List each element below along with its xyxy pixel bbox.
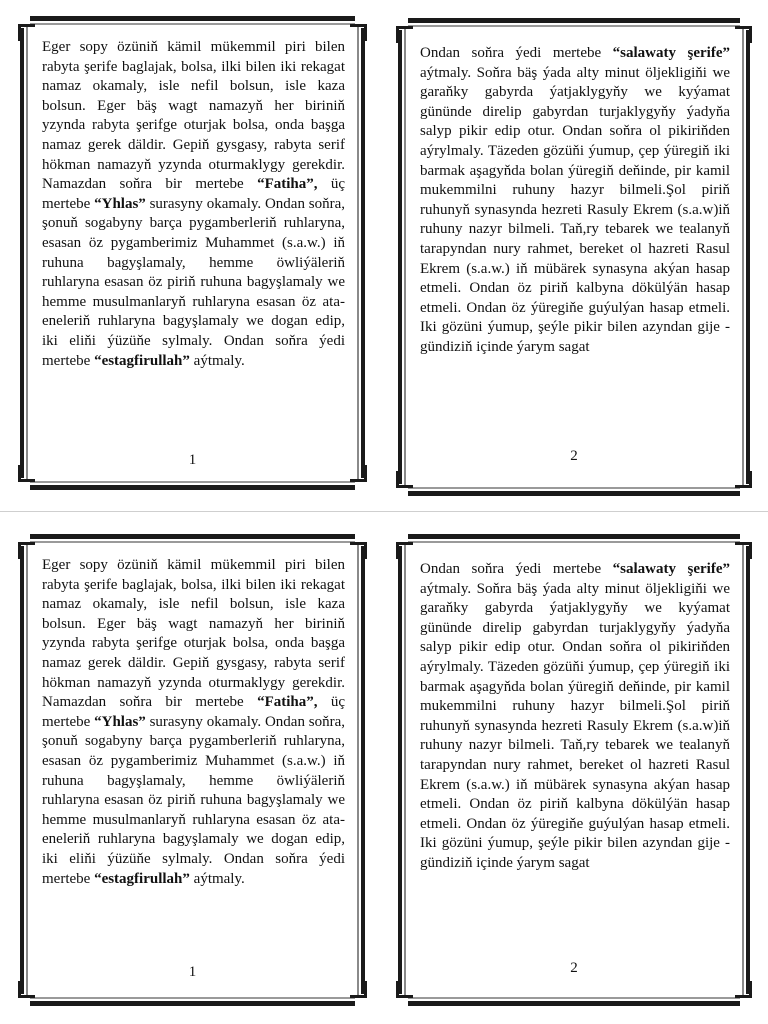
page-2-body-text: Ondan soňra ýedi mertebe “salawaty şerife” aýtmaly. Soňra bäş ýada alty minut öljekligiňi we garaňky gabyrda ýatjaklygyňy we kyýamat gününde direlip gabyrdan turjaklygyňy ýadyňa salyp pikir edip otur. Ondan soňra ol pikiriňden aýrylmaly. Täzeden gözüňi ýumup, çep ýüregiň iki barmak aşagyňda bolan ýüregiň deňinde, pir kamil mukemmilni ruhuny hazyr bilmeli.Şol piriň ruhunyň synasynda hezreti Rasuly Ekrem (s.a.w)iň ruhuny nazyr bilmeli. Taň,ry tebarek we tealanyň tarapyndan nury rahmet, bereket ol hazreti Rasul Ekrem (s.a.w.) iň mübärek synasyna akýan hasap etmeli. Ondan öz piriň kalbyna dökülýän hasap etmeli. Ondan öz ýüregiňe guýulýan hasap etmeli. Iki gözüni ýumup, şeýle pikir bilen azyndan gije - gündiziň içinde ýarym sagat [420,561,730,871]
page-border-top [30,534,355,539]
booklet-page-2-bottom [398,534,750,1006]
sheet-divider [0,511,768,512]
page-number: 1 [188,964,197,980]
page-number: 1 [188,452,197,468]
page-border-bottom [30,1001,355,1006]
booklet-page-2-top [398,18,750,496]
booklet-page-1-top [20,16,365,490]
booklet-page-1-bottom [20,534,365,1006]
page-border-bottom [408,1001,740,1006]
page-border-top [408,534,740,539]
page-border-bottom [30,485,355,490]
page-border-top [30,16,355,21]
page-2-body-text: Ondan soňra ýedi mertebe “salawaty şerife” aýtmaly. Soňra bäş ýada alty minut öljekligiňi we garaňky gabyrda ýatjaklygyňy we kyýamat gününde direlip gabyrdan turjaklygyňy ýadyňa salyp pikir edip otur. Ondan soňra ol pikiriňden aýrylmaly. Täzeden gözüňi ýumup, çep ýüregiň iki barmak aşagyňda bolan ýüregiň deňinde, pir kamil mukemmilni ruhuny hazyr bilmeli.Şol piriň ruhunyň synasynda hezreti Rasuly Ekrem (s.a.w)iň ruhuny nazyr bilmeli. Taň,ry tebarek we tealanyň tarapyndan nury rahmet, bereket ol hazreti Rasul Ekrem (s.a.w.) iň mübärek synasyna akýan hasap etmeli. Ondan öz piriň kalbyna dökülýän hasap etmeli. Ondan öz ýüregiňe guýulýan hasap etmeli. Iki gözüni ýumup, şeýle pikir bilen azyndan gije - gündiziň içinde ýarym sagat [420,45,730,355]
page-1-body-text: Eger sopy özüniň kämil mükemmil piri bilen rabyta şerife baglajak, bolsa, ilki bilen iki rekagat namaz okamaly, isle nefil bolsun, isle kaza bolsun. Eger bäş wagt namazyň her biriniň yzynda rabyta şerifge oturjak bolsa, onda başga namaz gerek däldir. Gepiň gysgasy, rabyta serif hökman namazyň yzynda oturmaklygy gerekdir. Namazdan soňra bir mertebe “Fatiha”, üç mertebe “Yhlas” surasyny okamaly. Ondan soňra, şonuň sogabyny barça pygamberleriň ruhlaryna, esasan öz pygamberimiz Muhammet (s.a.w.) iň ruhuna bagyşlamaly, hemme öwliýäleriň ruhlaryna esasan öz piriň ruhuna bagyşlamaly we hemme musulmanlaryň ruhlaryna esasan öz ata-eneleriň ruhlaryna bagyşlamaly we dogan edip, iki eliňi ýüzüňe sylmaly. Ondan soňra ýedi mertebe “estagfirullah” aýtmaly. [42,39,346,369]
page-border-bottom [408,491,740,496]
page-number: 2 [570,960,578,976]
page-1-body-text: Eger sopy özüniň kämil mükemmil piri bilen rabyta şerife baglajak, bolsa, ilki bilen iki rekagat namaz okamaly, isle nefil bolsun, isle kaza bolsun. Eger bäş wagt namazyň her biriniň yzynda rabyta şerifge oturjak bolsa, onda başga namaz gerek däldir. Gepiň gysgasy, rabyta serif hökman namazyň yzynda oturmaklygy gerekdir. Namazdan soňra bir mertebe “Fatiha”, üç mertebe “Yhlas” surasyny okamaly. Ondan soňra, şonuň sogabyny barça pygamberleriň ruhlaryna, esasan öz pygamberimiz Muhammet (s.a.w.) iň ruhuna bagyşlamaly, hemme öwliýäleriň ruhlaryna esasan öz piriň ruhuna bagyşlamaly we hemme musulmanlaryň ruhlaryna esasan öz ata-eneleriň ruhlaryna bagyşlamaly we dogan edip, iki eliňi ýüzüňe sylmaly. Ondan soňra ýedi mertebe “estagfirullah” aýtmaly. [42,557,346,887]
page-border-top [408,18,740,23]
page-number: 2 [570,448,578,464]
